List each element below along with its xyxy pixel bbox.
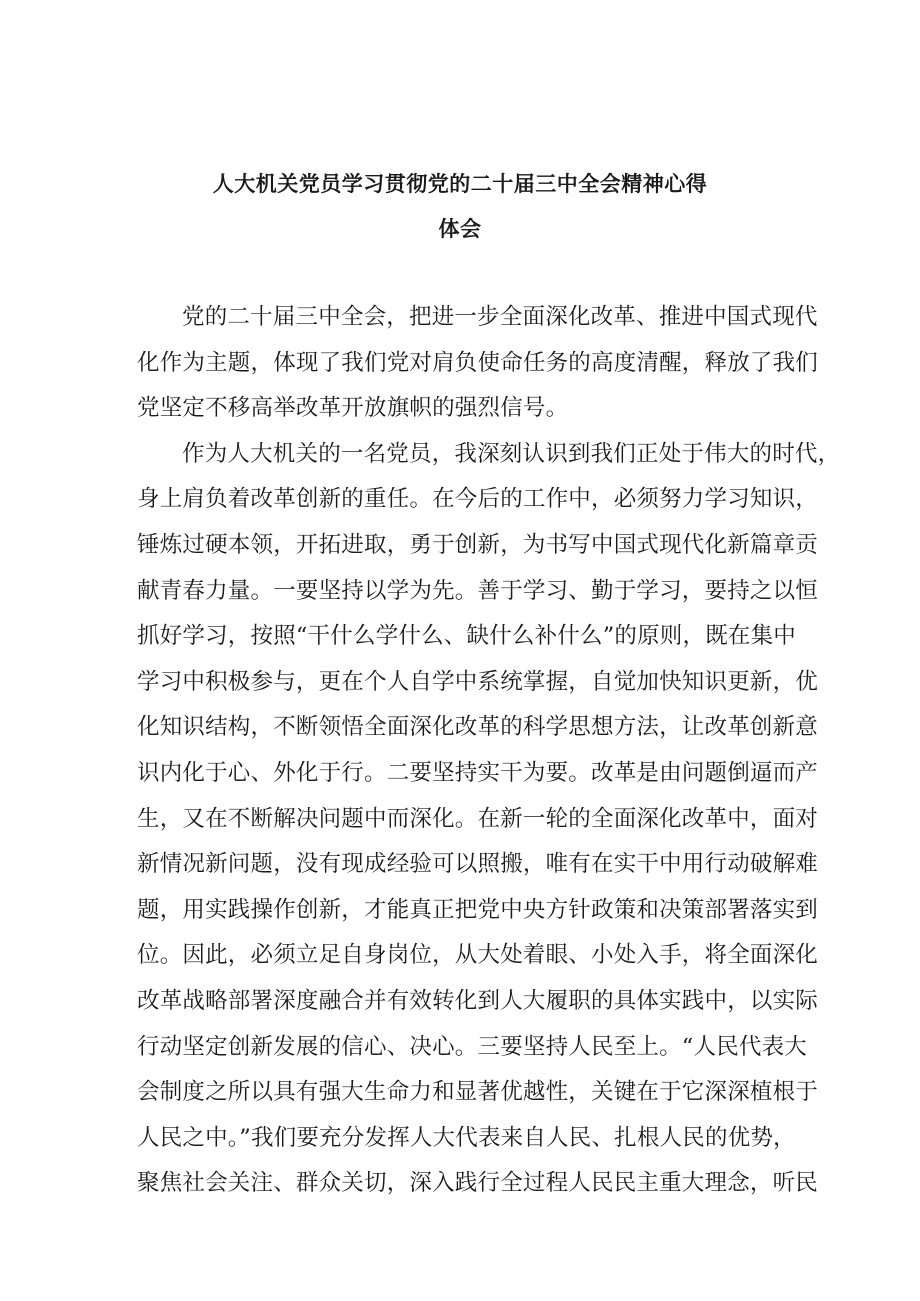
text-line: 位。因此，必须立足自身岗位，从大处着眼、小处入手，将全面深化 — [137, 942, 819, 969]
text-line: 锤炼过硬本领，开拓进取，勇于创新，为书写中国式现代化新篇章贡 — [137, 531, 819, 558]
text-line: 聚焦社会关注、群众关切，深入践行全过程人民民主重大理念，听民 — [137, 1170, 819, 1197]
text-line: 抓好学习，按照“干什么学什么、缺什么补什么”的原则，既在集中 — [137, 623, 797, 650]
paragraph-2 — [137, 432, 841, 1207]
text-line: 化作为主题，体现了我们党对肩负使命任务的高度清醒，释放了我们 — [137, 349, 819, 376]
title-line-2: 体会 — [438, 217, 482, 241]
text-line: 学习中积极参与，更在个人自学中系统掌握，自觉加快知识更新，优 — [137, 668, 819, 695]
text-line: 生，又在不断解决问题中而深化。在新一轮的全面深化改革中，面对 — [137, 805, 819, 832]
text-line: 题，用实践操作创新，才能真正把党中央方针政策和决策部署落实到 — [137, 896, 819, 923]
title-line-1: 人大机关党员学习贯彻党的二十届三中全会精神心得 — [212, 172, 708, 196]
text-line: 改革战略部署深度融合并有效转化到人大履职的具体实践中，以实际 — [137, 987, 819, 1014]
text-line: 人民之中。”我们要充分发挥人大代表来自人民、扎根人民的优势， — [137, 1124, 796, 1151]
paragraph-1 — [137, 295, 819, 432]
text-line: 作为人大机关的一名党员，我深刻认识到我们正处于伟大的时代， — [182, 440, 841, 467]
text-line: 会制度之所以具有强大生命力和显著优越性，关键在于它深深植根于 — [137, 1079, 819, 1106]
text-line: 识内化于心、外化于行。二要坚持实干为要。改革是由问题倒逼而产 — [137, 759, 819, 786]
text-line: 党的二十届三中全会，把进一步全面深化改革、推进中国式现代 — [182, 304, 818, 330]
document-title — [140, 162, 780, 252]
text-line: 新情况新问题，没有现成经验可以照搬，唯有在实干中用行动破解难 — [137, 851, 819, 878]
document-body — [137, 295, 841, 1207]
text-line: 党坚定不移高举改革开放旗帜的强烈信号。 — [137, 395, 569, 422]
text-line: 身上肩负着改革创新的重任。在今后的工作中，必须努力学习知识， — [137, 486, 819, 513]
text-line: 献青春力量。一要坚持以学为先。善于学习、勤于学习，要持之以恒 — [137, 577, 819, 604]
text-line: 化知识结构，不断领悟全面深化改革的科学思想方法，让改革创新意 — [137, 714, 819, 741]
text-line: 行动坚定创新发展的信心、决心。三要坚持人民至上。“人民代表大 — [137, 1033, 808, 1060]
